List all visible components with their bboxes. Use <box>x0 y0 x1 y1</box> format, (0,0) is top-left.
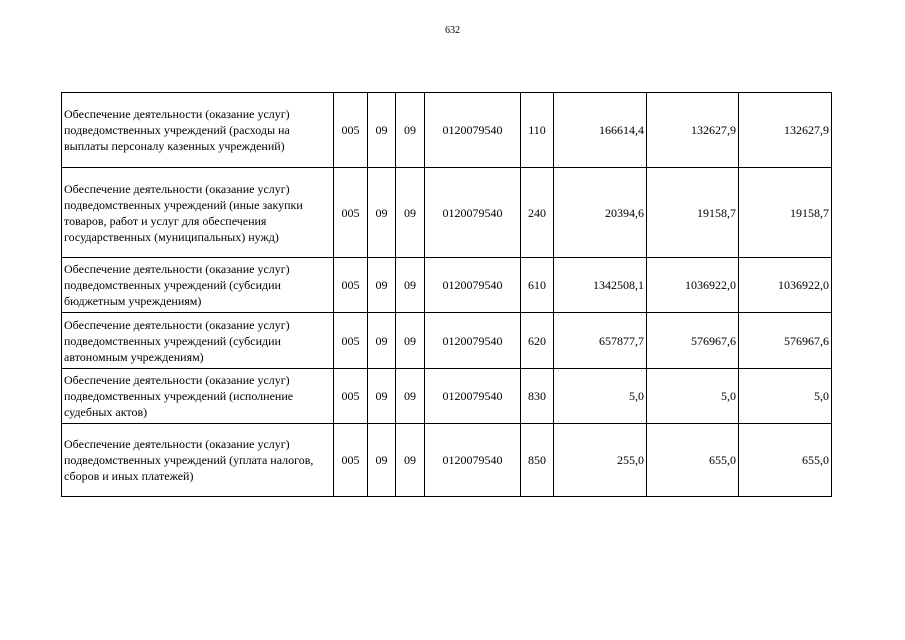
row-subsection-cell: 09 <box>396 424 425 497</box>
row-amount-3-cell: 655,0 <box>739 424 832 497</box>
row-grbs-cell: 005 <box>334 93 368 168</box>
row-target-article-cell: 0120079540 <box>425 93 521 168</box>
row-subsection-cell: 09 <box>396 258 425 313</box>
row-name-cell: Обеспечение деятельности (оказание услуг) подведомственных учреждений (уплата налогов, сборов и иных платежей) <box>62 424 334 497</box>
row-amount-3-cell: 132627,9 <box>739 93 832 168</box>
row-expense-type-cell: 240 <box>521 168 554 258</box>
row-amount-1-cell: 5,0 <box>554 369 647 424</box>
budget-table <box>61 92 832 497</box>
row-amount-2-cell: 132627,9 <box>647 93 739 168</box>
row-amount-3-cell: 5,0 <box>739 369 832 424</box>
row-target-article-cell: 0120079540 <box>425 258 521 313</box>
row-name-cell: Обеспечение деятельности (оказание услуг) подведомственных учреждений (субсидии автономным учреждениям) <box>62 313 334 369</box>
row-section-cell: 09 <box>368 93 396 168</box>
row-name-cell: Обеспечение деятельности (оказание услуг) подведомственных учреждений (исполнение судебных актов) <box>62 369 334 424</box>
row-expense-type-cell: 850 <box>521 424 554 497</box>
row-subsection-cell: 09 <box>396 369 425 424</box>
row-subsection-cell: 09 <box>396 93 425 168</box>
row-subsection-cell: 09 <box>396 168 425 258</box>
row-amount-1-cell: 1342508,1 <box>554 258 647 313</box>
table-row <box>62 369 832 424</box>
row-target-article-cell: 0120079540 <box>425 313 521 369</box>
row-subsection-cell: 09 <box>396 313 425 369</box>
row-expense-type-cell: 830 <box>521 369 554 424</box>
row-amount-2-cell: 576967,6 <box>647 313 739 369</box>
row-section-cell: 09 <box>368 369 396 424</box>
row-target-article-cell: 0120079540 <box>425 424 521 497</box>
row-target-article-cell: 0120079540 <box>425 168 521 258</box>
row-section-cell: 09 <box>368 258 396 313</box>
row-amount-3-cell: 19158,7 <box>739 168 832 258</box>
table-row <box>62 93 832 168</box>
row-section-cell: 09 <box>368 424 396 497</box>
row-target-article-cell: 0120079540 <box>425 369 521 424</box>
row-name-cell: Обеспечение деятельности (оказание услуг) подведомственных учреждений (расходы на выплаты персоналу казенных учреждений) <box>62 93 334 168</box>
row-amount-2-cell: 1036922,0 <box>647 258 739 313</box>
row-grbs-cell: 005 <box>334 424 368 497</box>
row-amount-3-cell: 1036922,0 <box>739 258 832 313</box>
row-expense-type-cell: 620 <box>521 313 554 369</box>
table-row <box>62 313 832 369</box>
row-amount-1-cell: 20394,6 <box>554 168 647 258</box>
row-grbs-cell: 005 <box>334 168 368 258</box>
table-row <box>62 168 832 258</box>
row-section-cell: 09 <box>368 313 396 369</box>
table-row <box>62 424 832 497</box>
row-name-cell: Обеспечение деятельности (оказание услуг) подведомственных учреждений (субсидии бюджетным учреждениям) <box>62 258 334 313</box>
row-name-cell: Обеспечение деятельности (оказание услуг) подведомственных учреждений (иные закупки товаров, работ и услуг для обеспечения государственных (муниципальных) нужд) <box>62 168 334 258</box>
row-grbs-cell: 005 <box>334 313 368 369</box>
row-amount-1-cell: 255,0 <box>554 424 647 497</box>
row-expense-type-cell: 610 <box>521 258 554 313</box>
page-number: 632 <box>445 25 460 36</box>
row-amount-3-cell: 576967,6 <box>739 313 832 369</box>
row-amount-1-cell: 657877,7 <box>554 313 647 369</box>
table-row <box>62 258 832 313</box>
row-section-cell: 09 <box>368 168 396 258</box>
row-amount-2-cell: 5,0 <box>647 369 739 424</box>
row-amount-1-cell: 166614,4 <box>554 93 647 168</box>
row-expense-type-cell: 110 <box>521 93 554 168</box>
row-grbs-cell: 005 <box>334 258 368 313</box>
row-amount-2-cell: 655,0 <box>647 424 739 497</box>
row-grbs-cell: 005 <box>334 369 368 424</box>
row-amount-2-cell: 19158,7 <box>647 168 739 258</box>
